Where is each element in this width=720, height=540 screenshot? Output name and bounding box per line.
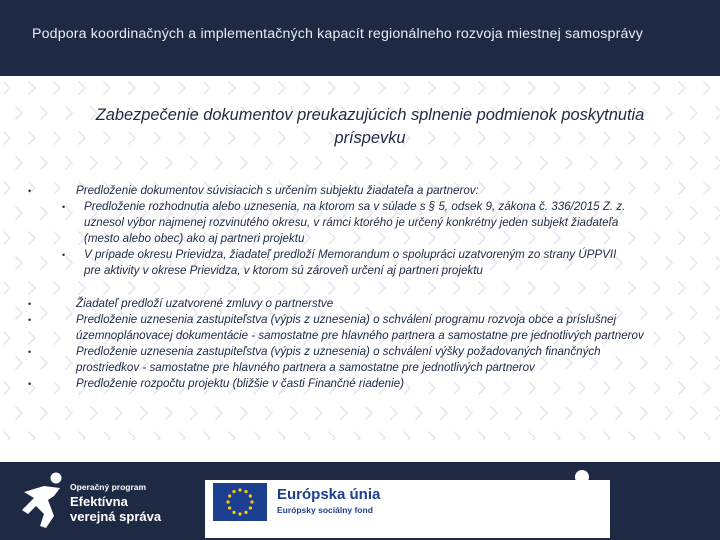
list-item-line: Predloženie uznesenia zastupiteľstva (výpis z uznesenia) o schválení programu rozvoja obce a príslušnej	[76, 313, 617, 326]
page-number: 8	[656, 508, 661, 517]
sub-list-item-line: pre aktivity v okrese Prievidza, v ktorom sú zároveň určení aj partneri projektu	[84, 264, 483, 277]
list-item-line: Žiadateľ predloží uzatvorené zmluvy o partnerstve	[76, 297, 334, 310]
eu-logo-line-2: Európsky sociálny fond	[277, 505, 373, 515]
sub-list-item-line: uznesol výbor najmenej rozvinutého okresu, v rámci ktorého je určený konkrétny jeden subjekt žiadateľa	[84, 216, 619, 229]
header-bar	[0, 0, 720, 76]
sub-list-item	[26, 199, 706, 247]
eu-flag-icon	[213, 483, 267, 521]
list-item	[26, 376, 706, 392]
bullet-icon: •	[28, 186, 32, 196]
bullet-icon: •	[28, 379, 32, 389]
list-item-line: Predloženie uznesenia zastupiteľstva (výpis z uznesenia) o schválení výšky požadovaných finančných	[76, 345, 601, 358]
bullet-icon: •	[28, 347, 32, 357]
slide-title-line-2: príspevku	[334, 129, 406, 147]
list-item-text: Predloženie dokumentov súvisiacich s určením subjektu žiadateľa a partnerov:	[76, 184, 479, 197]
spacer	[26, 279, 706, 296]
footer-white-strip	[0, 440, 720, 462]
sub-list-item-line: Predloženie rozhodnutia alebo uznesenia, na ktorom sa v súlade s § 5, odsek 9, zákona č. 336/2015 Z. z.	[84, 200, 626, 213]
eu-logo-box	[205, 480, 610, 538]
list-item-line: prostriedkov - samostatne pre hlavného partnera a samostatne pre jednotlivých partnerov	[76, 361, 535, 374]
footer	[0, 440, 720, 540]
slide-title-line-1: Zabezpečenie dokumentov preukazujúcich splnenie podmienok poskytnutia	[95, 106, 645, 124]
list-item-line: územnoplánovacej dokumentácie - samostatne pre hlavného partnera a samostatne pre jednotlivých partnerov	[76, 329, 644, 342]
header-title: Podpora koordinačných a implementačných kapacít regionálneho rozvoja miestnej samosprávy	[32, 26, 643, 42]
bullet-icon: •	[62, 202, 66, 212]
op-logo-line-3: verejná správa	[70, 509, 162, 524]
bullet-icon: •	[62, 250, 66, 260]
sub-list-item-line: V prípade okresu Prievidza, žiadateľ predloží Memorandum o spolupráci uzatvoreným zo strany ÚPPVII	[84, 248, 617, 261]
sub-list-item-line: (mesto alebo obec) ako aj partneri projektu	[84, 232, 305, 245]
op-logo-text	[70, 480, 161, 524]
op-logo-line-2: Efektívna	[70, 494, 128, 509]
content-list	[26, 183, 706, 392]
list-item	[26, 344, 706, 376]
figure-silhouette-icon	[560, 468, 604, 538]
sub-list	[26, 199, 706, 279]
slide-title	[40, 104, 700, 150]
eu-logo-text	[277, 486, 380, 516]
op-logo-figure-icon	[20, 470, 68, 532]
list-item	[26, 183, 706, 199]
list-item-line: Predloženie rozpočtu projektu (bližšie v časti Finančné riadenie)	[76, 377, 405, 390]
bullet-icon: •	[28, 315, 32, 325]
eu-logo-line-1: Európska únia	[277, 486, 381, 503]
list-item	[26, 312, 706, 344]
sub-list-item	[26, 247, 706, 279]
list-item	[26, 296, 706, 312]
bullet-icon: •	[28, 299, 32, 309]
op-logo-line-1: Operačný program	[70, 482, 147, 492]
